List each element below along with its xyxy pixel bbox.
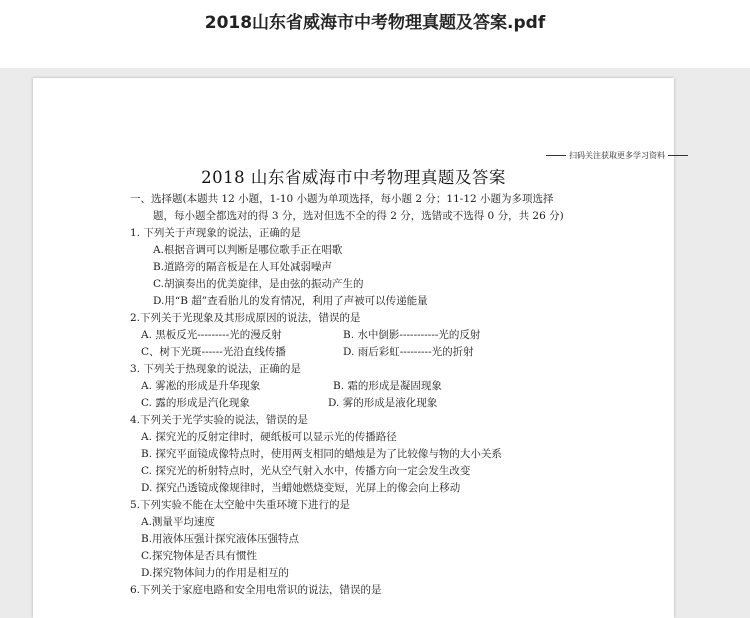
q1-option-c: C.胡演奏出的优美旋律，是由弦的振动产生的 [153,278,364,290]
q3-option-d: D. 雾的形成是液化现象 [328,397,438,409]
q1-option-b: B.道路旁的隔音板是在人耳处减弱噪声 [153,261,333,273]
file-title: 2018山东省威海市中考物理真题及答案.pdf [204,13,546,33]
question-4: 4.下列关于光学实验的说法，错误的是 [130,414,309,426]
q3-option-c: C. 露的形成是汽化现象 [141,397,250,409]
q2-option-a: A. 黑板反光---------光的漫反射 [141,329,282,341]
section-heading: 一、选择题(本题共 12 小题，1-10 小题为单项选择，每小题 2 分；11-12 小题为多项选择 [130,193,554,205]
q3-option-a: A. 雾凇的形成是升华现象 [141,380,261,392]
question-5: 5.下列实验不能在太空舱中失重环境下进行的是 [130,499,351,511]
q4-option-b: B. 探究平面镜成像特点时，使用两支相同的蜡烛是为了比较像与物的大小关系 [141,448,502,460]
q5-option-c: C.探究物体是否具有惯性 [141,550,257,562]
question-3: 3. 下列关于热现象的说法，正确的是 [130,363,301,375]
q4-option-a: A. 探究光的反射定律时，硬纸板可以显示光的传播路径 [141,431,397,443]
q2-option-d: D. 雨后彩虹---------光的折射 [343,346,474,358]
section-heading-cont: 题，每小题全都选对的得 3 分，选对但选不全的得 2 分，选错或不选得 0 分，共 26 分) [153,210,564,222]
q5-option-a: A.测量平均速度 [141,516,215,528]
q2-option-c: C、树下光斑------光沿直线传播 [141,346,286,358]
document-page[interactable] [33,78,674,618]
question-1: 1. 下列关于声现象的说法，正确的是 [130,227,301,239]
q3-option-b: B. 霜的形成是凝固现象 [333,380,442,392]
q1-option-a: A.根据音调可以判断是哪位歌手正在唱歌 [153,244,343,256]
viewer-toolbar [0,0,750,68]
q2-option-b: B. 水中倒影-----------光的反射 [343,329,481,341]
scan-note-text: 扫码关注获取更多学习资料 [569,151,665,160]
scan-note [543,150,691,161]
q4-option-c: C. 探究光的析射特点时，光从空气射入水中，传播方向一定会发生改变 [141,465,471,477]
q5-option-b: B.用液体压强计探究液体压强特点 [141,533,300,545]
q5-option-d: D.探究物体间力的作用是相互的 [141,567,289,579]
question-2: 2.下列关于光现象及其形成原因的说法，错误的是 [130,312,361,324]
q4-option-d: D. 探究凸透镜成像规律时，当蜡她燃烧变短，光屏上的像会向上移动 [141,482,461,494]
divider [546,155,566,156]
question-6: 6.下列关于家庭电路和安全用电常识的说法，错误的是 [130,584,382,596]
page-title: 2018 山东省威海市中考物理真题及答案 [201,168,506,187]
q1-option-d: D.用“B 超”查看胎儿的发育情况，利用了声被可以传递能量 [153,295,428,307]
divider [668,155,688,156]
